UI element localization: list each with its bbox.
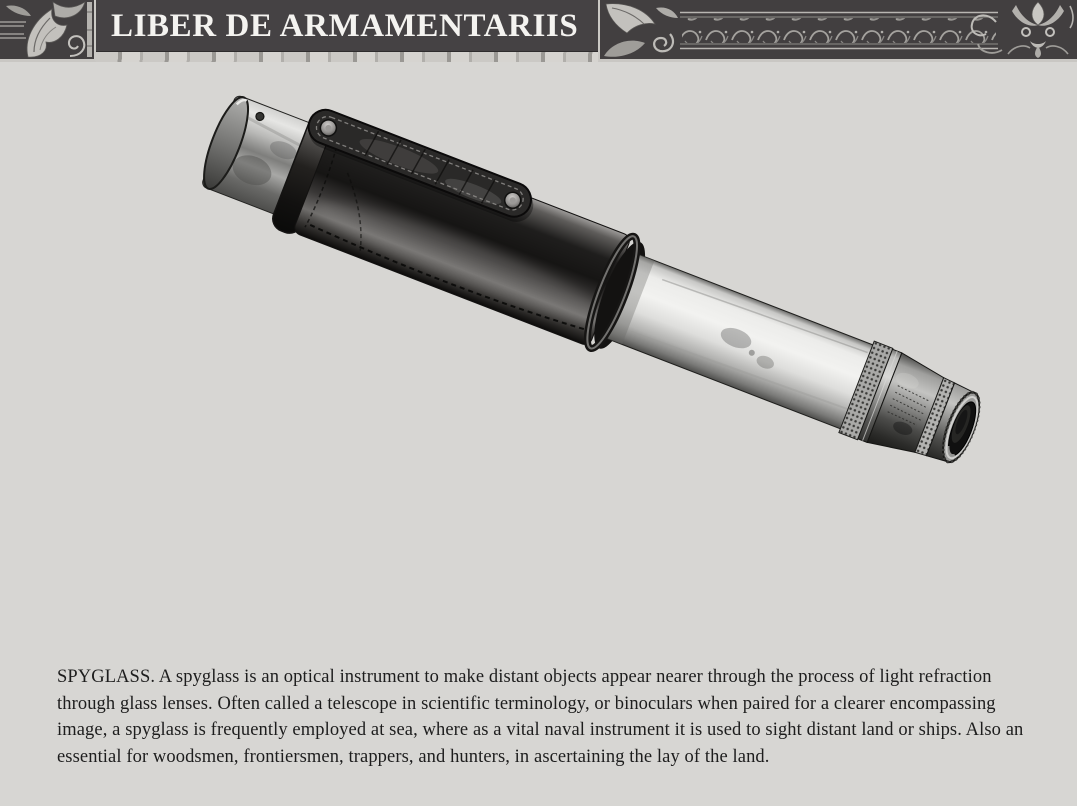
ornament-panel-left: [0, 0, 96, 62]
spyglass-image: [0, 62, 1077, 662]
title-panel: [96, 0, 598, 62]
page-title: LIBER DE ARMAMENTARIIS: [111, 8, 579, 45]
codex-header: [0, 0, 1077, 62]
entry-description: SPYGLASS. A spyglass is an optical instrument to make distant objects appear nearer through the process of light refraction through glass lenses. Often called a telescope in scientific terminology, or binoculars when paired for a clearer encompassing image, a spyglass is frequently employed at sea, where as a vital naval instrument it is used to sight distant land or ships. Also an essential for woodsmen, frontiersmen, trappers, and hunters, in ascertaining the lay of the land.: [57, 667, 1024, 767]
spyglass-illustration: [0, 62, 1077, 662]
acanthus-ornament-right-icon: [600, 0, 1077, 59]
title-bar: [96, 0, 598, 51]
acanthus-ornament-left-icon: [0, 0, 94, 59]
ornament-panel-right: [598, 0, 1077, 62]
header-bottom-trim: [96, 51, 598, 62]
